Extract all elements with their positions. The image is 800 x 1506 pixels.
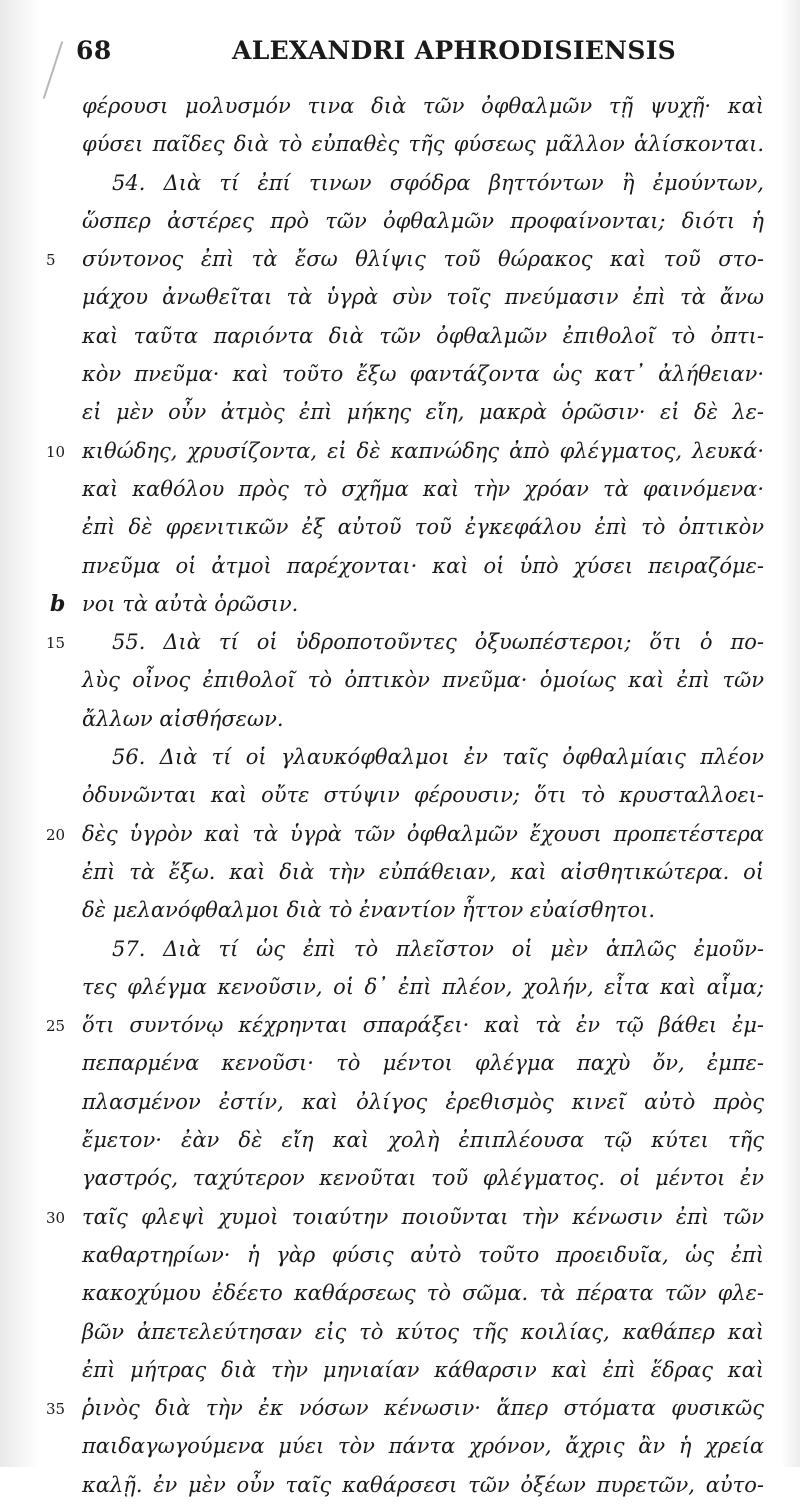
line-text: λὺς οἶνος ἐπιθολοῖ τὸ ὀπτικὸν πνεῦμα· ὁμοίως καὶ ἐπὶ τῶν [82, 668, 764, 693]
text-line [0, 1429, 800, 1467]
line-text: φύσει παῖδες διὰ τὸ εὐπαθὲς τῆς φύσεως μᾶλλον ἁλίσκονται. [82, 132, 764, 157]
line-text: δὲ μελανόφθαλμοι διὰ τὸ ἐναντίον ἧττον εὐαίσθητοι. [82, 898, 656, 923]
line-text: ὥσπερ ἀστέρες πρὸ τῶν ὀφθαλμῶν προφαίνονται; διότι ἡ [82, 208, 764, 233]
text-line [0, 1161, 800, 1199]
line-text: σύντονος ἐπὶ τὰ ἔσω θλίψις τοῦ θώρακος καὶ τοῦ στο- [82, 247, 764, 272]
line-text: γαστρός, ταχύτερον κενοῦται τοῦ φλέγματος. οἱ μέντοι ἐν [82, 1166, 764, 1191]
text-line [0, 702, 800, 740]
text-line [0, 932, 800, 970]
line-text: ἐπὶ τὰ ἔξω. καὶ διὰ τὴν εὐπάθειαν, καὶ αἰσθητικώτερα. οἱ [82, 859, 764, 884]
text-line [0, 280, 800, 318]
line-text: δὲς ὑγρὸν καὶ τὰ ὑγρὰ τῶν ὀφθαλμῶν ἔχουσι προπετέστερα [82, 821, 764, 846]
text-line [0, 1046, 800, 1084]
text-line [0, 89, 800, 127]
text-line [0, 1123, 800, 1161]
line-number: 30 [46, 1208, 66, 1227]
text-line [0, 1200, 800, 1238]
text-line [0, 510, 800, 548]
line-text: ταῖς φλεψὶ χυμοὶ τοιαύτην ποιοῦνται τὴν κένωσιν ἐπὶ τῶν [82, 1204, 764, 1229]
line-number: 25 [46, 1017, 66, 1036]
line-text: κιθώδης, χρυσίζοντα, εἰ δὲ καπνώδης ἀπὸ φλέγματος, λευκά· [82, 438, 764, 463]
line-text: καλῇ. ἐν μὲν οὖν ταῖς καθάρσεσι τῶν ὀξέων πυρετῶν, αὐτο- [82, 1472, 764, 1497]
text-line [0, 166, 800, 204]
running-head [0, 36, 800, 72]
text-line [0, 1315, 800, 1353]
margin-note: b [50, 590, 66, 617]
text-body [0, 89, 800, 1506]
text-line [0, 395, 800, 433]
line-text: μάχου ἀνωθεῖται τὰ ὑγρὰ σὺν τοῖς πνεύμασιν ἐπὶ τὰ ἄνω [82, 285, 764, 310]
text-line [0, 740, 800, 778]
text-line [0, 855, 800, 893]
line-text: καὶ καθόλου πρὸς τὸ σχῆμα καὶ τὴν χρόαν τὰ φαινόμενα· [82, 476, 764, 501]
text-line [0, 127, 800, 165]
line-text: 56. Διὰ τί οἱ γλαυκόφθαλμοι ἐν ταῖς ὀφθαλμίαις πλέον [112, 745, 764, 770]
line-text: ἐπὶ δὲ φρενιτικῶν ἐξ αὐτοῦ τοῦ ἐγκεφάλου ἐπὶ τὸ ὀπτικὸν [82, 515, 764, 540]
line-text: πνεῦμα οἱ ἀτμοὶ παρέχονται· καὶ οἱ ὑπὸ χύσει πειραζόμε- [82, 553, 764, 578]
text-line [0, 434, 800, 472]
text-line [0, 970, 800, 1008]
page-number: 68 [76, 36, 112, 65]
line-text: καθαρτηρίων· ἡ γὰρ φύσις αὐτὸ τοῦτο προειδυῖα, ὡς ἐπὶ [82, 1242, 764, 1267]
line-text: κὸν πνεῦμα· καὶ τοῦτο ἔξω φαντάζοντα ὡς κατ᾽ ἀλήθειαν· [82, 362, 764, 387]
text-line [0, 587, 800, 625]
text-line [0, 1238, 800, 1276]
line-text: 57. Διὰ τί ὡς ἐπὶ τὸ πλεῖστον οἱ μὲν ἁπλῶς ἐμοῦν- [112, 936, 764, 961]
line-number: 15 [46, 634, 66, 653]
line-text: ὅτι συντόνῳ κέχρηνται σπαράξει· καὶ τὰ ἐν τῷ βάθει ἐμ- [82, 1013, 764, 1038]
text-line [0, 242, 800, 280]
line-text: 54. Διὰ τί ἐπί τινων σφόδρα βηττόντων ἢ ἐμούντων, [112, 170, 764, 195]
line-number: 5 [46, 251, 56, 270]
text-line [0, 1276, 800, 1314]
line-text: βῶν ἀπετελεύτησαν εἰς τὸ κύτος τῆς κοιλίας, καθάπερ καὶ [82, 1319, 764, 1344]
text-line [0, 472, 800, 510]
text-line [0, 1391, 800, 1429]
text-line [0, 625, 800, 663]
text-line [0, 549, 800, 587]
line-text: ὀδυνῶνται καὶ οὔτε στύψιν φέρουσιν; ὅτι τὸ κρυσταλλοει- [82, 783, 764, 808]
line-text: πλασμένον ἐστίν, καὶ ὀλίγος ἐρεθισμὸς κινεῖ αὐτὸ πρὸς [82, 1089, 764, 1114]
running-title: ALEXANDRI APHRODISIENSIS [232, 36, 677, 65]
text-line [0, 319, 800, 357]
line-text: ἔμετον· ἐὰν δὲ εἴη καὶ χολὴ ἐπιπλέουσα τῷ κύτει τῆς [82, 1128, 764, 1153]
line-text: φέρουσι μολυσμόν τινα διὰ τῶν ὀφθαλμῶν τῇ ψυχῇ· καὶ [82, 94, 764, 118]
text-line [0, 778, 800, 816]
text-line [0, 1085, 800, 1123]
line-number: 35 [46, 1400, 66, 1419]
text-line [0, 1468, 800, 1506]
line-number: 20 [46, 825, 66, 844]
line-number: 10 [46, 442, 66, 461]
text-line [0, 204, 800, 242]
line-text: νοι τὰ αὐτὰ ὁρῶσιν. [82, 591, 299, 616]
line-text: εἰ μὲν οὖν ἀτμὸς ἐπὶ μήκης εἴη, μακρὰ ὁρῶσιν· εἰ δὲ λε- [82, 400, 764, 425]
line-text: 55. Διὰ τί οἱ ὑδροποτοῦντες ὀξυωπέστεροι; ὅτι ὁ πο- [112, 630, 764, 655]
text-line [0, 1008, 800, 1046]
text-line [0, 357, 800, 395]
line-text: κακοχύμου ἐδέετο καθάρσεως τὸ σῶμα. τὰ πέρατα τῶν φλε- [82, 1281, 764, 1306]
line-text: παιδαγωγούμενα μύει τὸν πάντα χρόνον, ἄχρις ἂν ἡ χρεία [82, 1434, 764, 1459]
text-line [0, 663, 800, 701]
text-line [0, 1353, 800, 1391]
line-text: πεπαρμένα κενοῦσι· τὸ μέντοι φλέγμα παχὺ ὄν, ἐμπε- [82, 1051, 764, 1076]
line-text: τες φλέγμα κενοῦσιν, οἱ δ᾽ ἐπὶ πλέον, χολήν, εἶτα καὶ αἷμα; [82, 974, 764, 999]
text-line [0, 893, 800, 931]
line-text: καὶ ταῦτα παριόντα διὰ τῶν ὀφθαλμῶν ἐπιθολοῖ τὸ ὀπτι- [82, 323, 764, 348]
line-text: ἐπὶ μήτρας διὰ τὴν μηνιαίαν κάθαρσιν καὶ ἐπὶ ἕδρας καὶ [82, 1357, 764, 1382]
line-text: ἄλλων αἰσθήσεων. [82, 706, 284, 731]
line-text: ῥινὸς διὰ τὴν ἐκ νόσων κένωσιν· ἅπερ στόματα φυσικῶς [82, 1396, 764, 1421]
text-line [0, 817, 800, 855]
